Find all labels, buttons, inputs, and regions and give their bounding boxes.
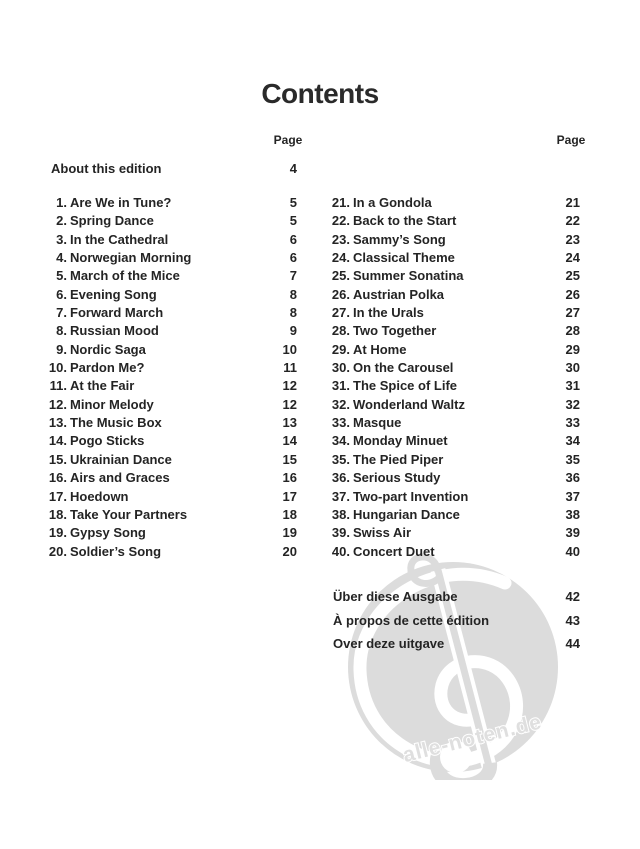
piece-title: Hoedown [70, 488, 129, 504]
piece-title: Spring Dance [70, 213, 154, 229]
piece-number: 6. [56, 286, 67, 302]
toc-row [330, 396, 580, 414]
piece-title: Summer Sonatina [353, 268, 464, 284]
piece-number: 22. [331, 213, 350, 229]
piece-number: 23. [331, 231, 350, 247]
piece-number: 21. [331, 195, 350, 210]
page-number: 8 [289, 286, 297, 302]
page-number: 9 [289, 323, 297, 339]
piece-number: 8. [56, 323, 67, 339]
page-number: 14 [282, 433, 297, 449]
piece-number: 36. [331, 470, 350, 486]
piece-number: 31. [331, 378, 350, 394]
toc-row [30, 414, 297, 432]
piece-title: Back to the Start [353, 213, 457, 229]
toc-column-left [30, 194, 297, 561]
toc-column-right [330, 194, 580, 561]
piece-title: In the Urals [353, 305, 424, 321]
toc-row [30, 359, 297, 377]
piece-number: 39. [331, 525, 350, 541]
piece-title: Concert Duet [353, 543, 435, 559]
editions-list [333, 585, 580, 656]
piece-title: Nordic Saga [70, 341, 146, 357]
piece-title: In a Gondola [353, 195, 432, 210]
piece-title: Ukrainian Dance [70, 451, 172, 467]
toc-row [330, 231, 580, 249]
piece-number: 32. [331, 396, 350, 412]
piece-title: Soldier’s Song [70, 543, 162, 559]
page-number: 25 [565, 268, 580, 284]
page-number: 20 [282, 543, 297, 559]
toc-row [30, 432, 297, 450]
piece-number: 9. [56, 341, 67, 357]
page-number: 32 [565, 396, 580, 412]
toc-row [30, 286, 297, 304]
piece-title: At the Fair [70, 378, 135, 394]
toc-row [30, 524, 297, 542]
piece-number: 28. [331, 323, 350, 339]
page-number: 18 [282, 506, 297, 522]
piece-number: 13. [48, 415, 67, 431]
toc-row [330, 414, 580, 432]
piece-title: In the Cathedral [70, 231, 169, 247]
about-edition-page: 4 [289, 161, 297, 176]
page-number: 5 [289, 213, 297, 229]
toc-row [330, 524, 580, 542]
toc-row [330, 212, 580, 230]
toc-row [330, 304, 580, 322]
page-number: 44 [565, 636, 580, 651]
piece-title: On the Carousel [353, 360, 454, 376]
piece-title: At Home [353, 341, 407, 357]
page-number: 30 [565, 360, 580, 376]
edition-label: Over deze uitgave [333, 636, 445, 651]
page-number: 28 [565, 323, 580, 339]
toc-row [30, 543, 297, 561]
toc-row [30, 194, 297, 212]
page-number: 8 [289, 305, 297, 321]
edition-row [333, 632, 580, 656]
piece-title: Two-part Invention [353, 488, 469, 504]
page-number: 16 [282, 470, 297, 486]
page-number: 21 [565, 195, 580, 210]
toc-row [30, 341, 297, 359]
piece-number: 2. [56, 213, 67, 229]
piece-title: Austrian Polka [353, 286, 445, 302]
toc-row [30, 304, 297, 322]
page-number: 31 [565, 378, 580, 394]
piece-title: Evening Song [70, 286, 157, 302]
page-number: 29 [565, 341, 580, 357]
about-edition-label: About this edition [51, 161, 162, 176]
toc-row [330, 377, 580, 395]
piece-title: Hungarian Dance [353, 506, 460, 522]
piece-title: Forward March [70, 305, 164, 321]
piece-title: Serious Study [353, 470, 441, 486]
piece-number: 7. [56, 305, 67, 321]
page-number: 17 [282, 488, 297, 504]
piece-title: Airs and Graces [70, 470, 170, 486]
toc-row [30, 249, 297, 267]
toc-row [330, 194, 580, 212]
page-number: 39 [565, 525, 580, 541]
toc-row [330, 488, 580, 506]
page-number: 27 [565, 305, 580, 321]
page-number: 40 [565, 543, 580, 559]
edition-row [333, 609, 580, 633]
toc-row [330, 249, 580, 267]
page-number: 13 [282, 415, 297, 431]
toc-row [330, 432, 580, 450]
page-column-header-left: Page [273, 133, 303, 147]
page-number: 22 [565, 213, 580, 229]
page-number: 12 [282, 396, 297, 412]
piece-title: Norwegian Morning [70, 250, 192, 266]
piece-number: 14. [48, 433, 67, 449]
piece-number: 19. [48, 525, 67, 541]
page-number: 37 [565, 488, 580, 504]
toc-row [30, 488, 297, 506]
toc-row [330, 267, 580, 285]
treble-clef-watermark [340, 545, 575, 780]
piece-number: 40. [331, 543, 350, 559]
piece-number: 30. [331, 360, 350, 376]
page-number: 23 [565, 231, 580, 247]
piece-title: Swiss Air [353, 525, 412, 541]
page-number: 33 [565, 415, 580, 431]
piece-title: The Pied Piper [353, 451, 444, 467]
toc-row [30, 377, 297, 395]
piece-title: Are We in Tune? [70, 195, 172, 210]
piece-number: 37. [331, 488, 350, 504]
piece-title: March of the Mice [70, 268, 180, 284]
piece-title: Gypsy Song [70, 525, 146, 541]
page-number: 5 [289, 195, 297, 210]
toc-row [30, 212, 297, 230]
piece-title: Take Your Partners [70, 506, 188, 522]
page-number: 6 [289, 250, 297, 266]
page-number: 6 [289, 231, 297, 247]
piece-title: Minor Melody [70, 396, 154, 412]
page-number: 7 [289, 268, 297, 284]
piece-number: 34. [331, 433, 350, 449]
piece-number: 3. [56, 231, 67, 247]
toc-row [30, 231, 297, 249]
page-number: 43 [565, 612, 580, 628]
toc-row [330, 543, 580, 561]
piece-title: The Music Box [70, 415, 162, 431]
piece-title: Masque [353, 415, 402, 431]
piece-number: 20. [48, 543, 67, 559]
toc-row [30, 451, 297, 469]
page-number: 11 [283, 360, 297, 376]
page-number: 24 [565, 250, 580, 266]
piece-number: 33. [331, 415, 350, 431]
piece-number: 25. [331, 268, 350, 284]
page-number: 35 [565, 451, 580, 467]
piece-title: The Spice of Life [353, 378, 458, 394]
page-number: 38 [565, 506, 580, 522]
page-title: Contents [261, 78, 379, 109]
page-number: 10 [282, 341, 297, 357]
piece-title: Russian Mood [70, 323, 159, 339]
toc-row [30, 322, 297, 340]
page-number: 15 [282, 451, 297, 467]
toc-row [30, 267, 297, 285]
piece-number: 27. [331, 305, 350, 321]
piece-number: 38. [331, 506, 350, 522]
piece-number: 12. [48, 396, 67, 412]
piece-number: 29. [331, 341, 350, 357]
piece-title: Pardon Me? [70, 360, 145, 376]
page-number: 26 [565, 286, 580, 302]
piece-number: 17. [48, 488, 67, 504]
edition-label: Über diese Ausgabe [333, 589, 458, 604]
piece-title: Two Together [353, 323, 437, 339]
piece-number: 1. [56, 195, 67, 210]
piece-title: Pogo Sticks [70, 433, 145, 449]
toc-row [330, 451, 580, 469]
edition-row [333, 585, 580, 609]
page-number: 34 [565, 433, 580, 449]
piece-number: 11. [49, 378, 67, 394]
piece-number: 24. [331, 250, 350, 266]
page-number: 42 [565, 589, 580, 604]
page-number: 12 [282, 378, 297, 394]
toc-row [30, 469, 297, 487]
toc-row [330, 359, 580, 377]
toc-row [330, 469, 580, 487]
page-column-header-right: Page [556, 133, 586, 147]
watermark-text: alle-noten.de [400, 710, 545, 768]
piece-number: 18. [48, 506, 67, 522]
piece-title: Monday Minuet [353, 433, 448, 449]
page-number: 19 [282, 525, 297, 541]
piece-number: 16. [48, 470, 67, 486]
toc-row [330, 506, 580, 524]
piece-title: Wonderland Waltz [353, 396, 465, 412]
piece-number: 5. [56, 268, 67, 284]
toc-row [30, 506, 297, 524]
piece-number: 15. [48, 451, 67, 467]
toc-row [330, 286, 580, 304]
piece-title: Classical Theme [353, 250, 455, 266]
edition-label: À propos de cette édition [333, 612, 490, 628]
toc-row [30, 396, 297, 414]
piece-number: 26. [331, 286, 350, 302]
about-edition-row [48, 161, 297, 176]
piece-number: 4. [56, 250, 67, 266]
toc-row [330, 322, 580, 340]
page-number: 36 [565, 470, 580, 486]
piece-number: 10. [48, 360, 67, 376]
toc-row [330, 341, 580, 359]
piece-number: 35. [331, 451, 350, 467]
piece-title: Sammy’s Song [353, 231, 446, 247]
